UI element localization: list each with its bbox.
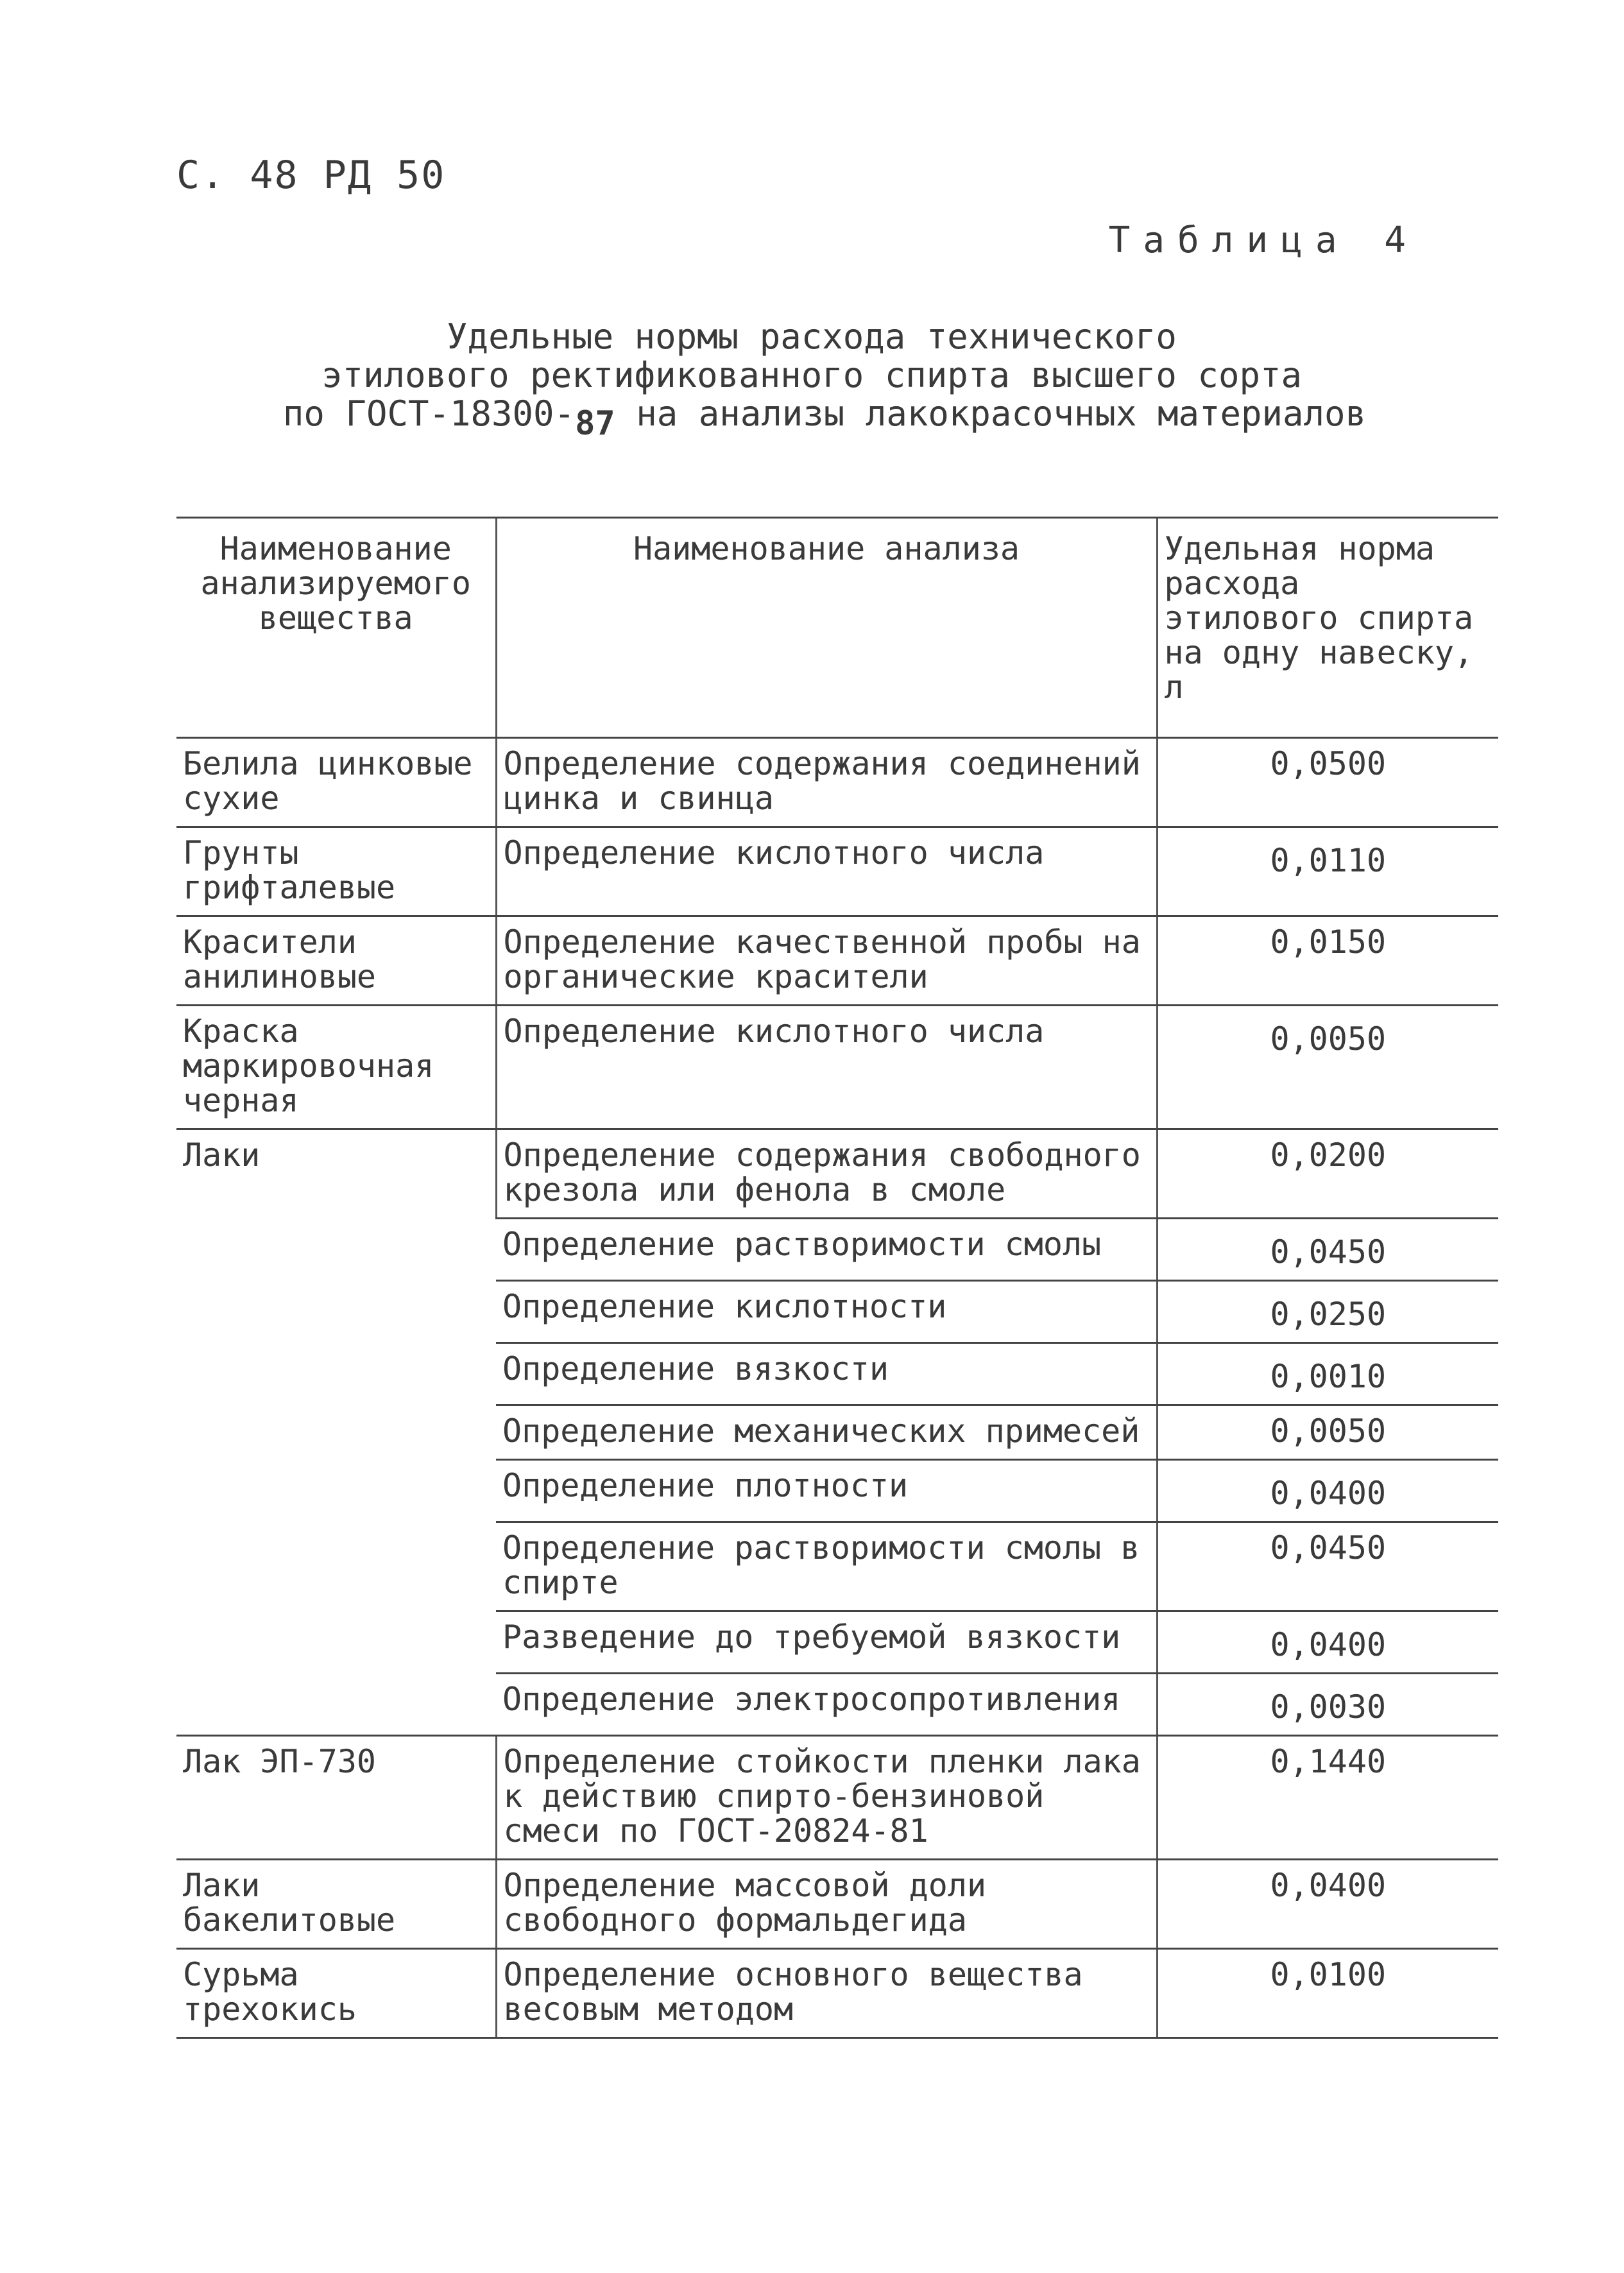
norm-value-cell: 0,0400 (1157, 1611, 1498, 1674)
analysis-cell: Определение основного вещества весовым методом (496, 1949, 1157, 2038)
analysis-cell: Определение вязкости (496, 1343, 1157, 1405)
title-line-2: этилового ректификованного спирта высшего сорта (321, 355, 1302, 395)
table-row (176, 1129, 1498, 1219)
header-substance: Наименование анализируемого вещества (176, 518, 496, 738)
substance-cell: Белила цинковые сухие (176, 738, 496, 827)
norm-value-cell: 0,0400 (1157, 1460, 1498, 1522)
norm-value-cell: 0,0200 (1157, 1129, 1498, 1219)
analysis-cell: Определение стойкости пленки лака к действию спирто-бензиновой смеси по ГОСТ-20824-81 (496, 1736, 1157, 1860)
table-row (176, 1860, 1498, 1949)
table-row (176, 1949, 1498, 2038)
title-subject: на анализы лакокрасочных материалов (615, 393, 1367, 434)
table-row (176, 1736, 1498, 1860)
substance-cell: Краска маркировочная черная (176, 1006, 496, 1129)
analysis-cell: Определение кислотного числа (496, 1006, 1157, 1129)
norms-table (176, 517, 1498, 2039)
norm-value-cell: 0,0010 (1157, 1343, 1498, 1405)
norm-value-cell: 0,0450 (1157, 1522, 1498, 1611)
norm-value-cell: 0,0050 (1157, 1006, 1498, 1129)
norm-value-cell: 0,0450 (1157, 1219, 1498, 1281)
document-title (192, 316, 1431, 443)
header-analysis: Наименование анализа (496, 518, 1157, 738)
header-norm: Удельная норма расхода этилового спирта на одну навеску, л (1157, 518, 1498, 738)
table-header-row (176, 518, 1498, 738)
table-row (176, 827, 1498, 916)
norm-value-cell: 0,0400 (1157, 1860, 1498, 1949)
norm-value-cell: 0,0050 (1157, 1405, 1498, 1460)
table-row (176, 916, 1498, 1006)
title-standard: по ГОСТ-18300- (282, 393, 576, 434)
substance-cell: Сурьма трехокись (176, 1949, 496, 2038)
norm-value-cell: 0,0150 (1157, 916, 1498, 1006)
norm-value-cell: 0,0030 (1157, 1674, 1498, 1736)
table-label: Таблица 4 (1108, 219, 1419, 261)
norm-value-cell: 0,0100 (1157, 1949, 1498, 2038)
substance-cell: Красители анилиновые (176, 916, 496, 1006)
substance-cell: Лак ЭП-730 (176, 1736, 496, 1860)
analysis-cell: Определение кислотности (496, 1281, 1157, 1343)
table-row (176, 1006, 1498, 1129)
analysis-cell: Определение массовой доли свободного формальдегида (496, 1860, 1157, 1949)
substance-cell: Лаки бакелитовые (176, 1860, 496, 1949)
table-row (176, 738, 1498, 827)
norm-value-cell: 0,0110 (1157, 827, 1498, 916)
analysis-cell: Определение кислотного числа (496, 827, 1157, 916)
norm-value-cell: 0,1440 (1157, 1736, 1498, 1860)
analysis-cell: Определение содержания соединений цинка и свинца (496, 738, 1157, 827)
analysis-cell: Разведение до требуемой вязкости (496, 1611, 1157, 1674)
norm-value-cell: 0,0500 (1157, 738, 1498, 827)
title-line-1: Удельные нормы расхода технического (447, 316, 1177, 357)
analysis-cell: Определение содержания свободного крезола или фенола в смоле (496, 1129, 1157, 1219)
analysis-cell: Определение электросопротивления (496, 1674, 1157, 1736)
analysis-cell: Определение качественной пробы на органические красители (496, 916, 1157, 1006)
analysis-cell: Определение растворимости смолы (496, 1219, 1157, 1281)
page-reference: С. 48 РД 50 (176, 153, 446, 198)
substance-cell: Грунты грифталевые (176, 827, 496, 916)
title-year: 87 (575, 404, 615, 443)
analysis-cell: Определение растворимости смолы в спирте (496, 1522, 1157, 1611)
analysis-cell: Определение механических примесей (496, 1405, 1157, 1460)
analysis-cell: Определение плотности (496, 1460, 1157, 1522)
substance-cell: Лаки (176, 1129, 496, 1736)
norm-value-cell: 0,0250 (1157, 1281, 1498, 1343)
title-line-3 (192, 393, 1431, 443)
